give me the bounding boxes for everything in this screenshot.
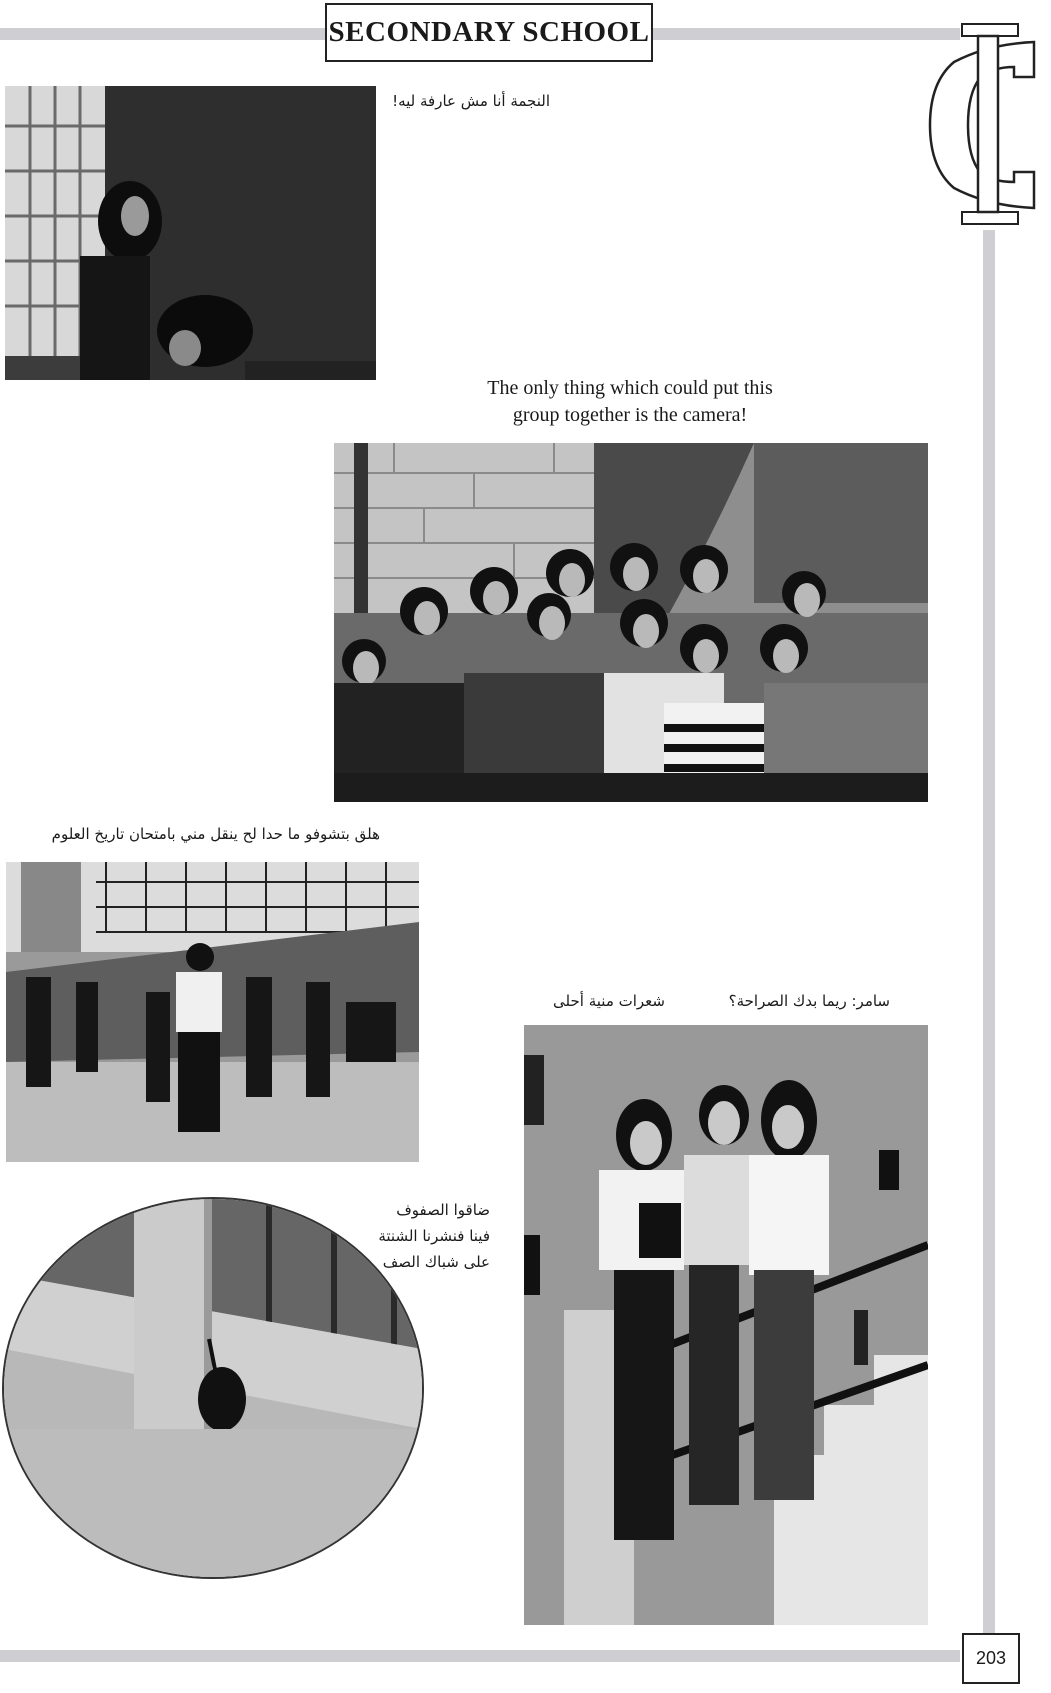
caption-bag-line-3: على شباك الصف	[382, 1253, 490, 1271]
caption-bag-line-1: ضاقوا الصفوف	[396, 1201, 490, 1219]
caption-samer: سامر: ريما بدك الصراحة؟	[728, 992, 890, 1010]
photo-bag-on-window	[2, 1197, 424, 1579]
school-ic-monogram-icon	[924, 22, 1051, 227]
caption-bag-line-2: فينا فنشرنا الشنتة	[378, 1227, 490, 1245]
caption-group-line-1: The only thing which could put this	[487, 377, 773, 399]
photo-school-courtyard	[6, 862, 419, 1162]
caption-group	[440, 375, 820, 429]
caption-star: النجمة أنا مش عارفة ليه!	[392, 92, 550, 110]
right-frame-bar	[983, 230, 995, 1660]
page-number: 203	[962, 1633, 1020, 1684]
caption-exam: هلق بتشوفو ما حدا لح ينقل مني بامتحان تاريخ العلوم	[51, 825, 380, 843]
photo-group-under-tree	[334, 443, 928, 802]
caption-hair: شعرات منية أحلى	[553, 992, 665, 1010]
caption-group-line-2: group together is the camera!	[512, 404, 748, 426]
photo-three-on-stairs	[524, 1025, 928, 1625]
bottom-frame-bar	[0, 1650, 960, 1662]
page-title: SECONDARY SCHOOL	[325, 3, 653, 62]
photo-girls-by-window	[5, 86, 376, 380]
